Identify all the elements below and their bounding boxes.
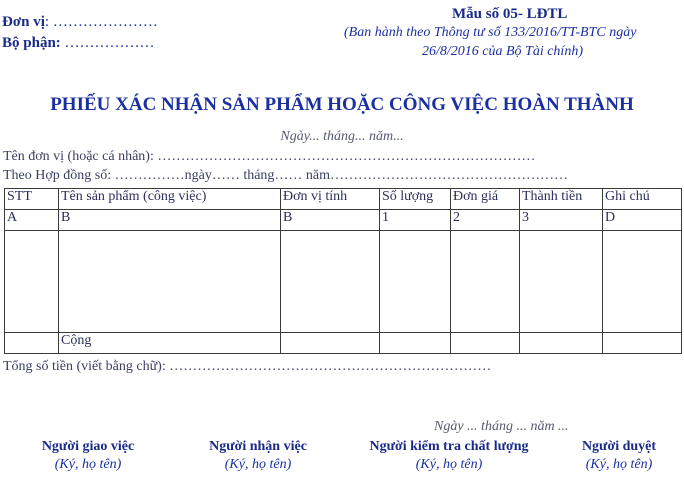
dept-dots: ……………… (60, 35, 155, 51)
contract-line: Theo Hợp đồng số: ……………ngày…… tháng…… năm…………………………………………… (3, 168, 569, 183)
header-cell: Số lượng (380, 189, 451, 210)
total-cell (380, 333, 451, 354)
body-cell (520, 231, 603, 333)
code-cell: 3 (520, 210, 603, 231)
header-cell: Ghi chú (603, 189, 682, 210)
signature-approver (568, 439, 670, 473)
signature-title: Người kiểm tra chất lượng (369, 439, 529, 454)
total-cell (451, 333, 520, 354)
total-cell (603, 333, 682, 354)
header-cell: Đơn vị tính (281, 189, 380, 210)
form-number: Mẫu số 05- LĐTL (452, 6, 568, 22)
signature-title: Người duyệt (581, 439, 657, 454)
code-cell: D (603, 210, 682, 231)
unit-dots: : ………………… (44, 14, 158, 30)
table-total-row (5, 333, 682, 354)
signature-sub: (Ký, họ tên) (585, 457, 653, 472)
total-words-line: Tổng số tiền (viết bằng chữ): …………………………………………………………… (3, 359, 492, 374)
issued-line-2: 26/8/2016 của Bộ Tài chính) (422, 44, 583, 59)
total-label: Cộng (59, 333, 281, 354)
unit-label: Đơn vị (2, 14, 45, 30)
total-cell (520, 333, 603, 354)
code-cell: B (281, 210, 380, 231)
issued-line-1: (Ban hành theo Thông tư số 133/2016/TT-BTC ngày (344, 25, 637, 40)
signature-receiver (192, 439, 324, 473)
body-cell (5, 231, 59, 333)
dept-label: Bộ phận: (2, 35, 61, 51)
code-cell: B (59, 210, 281, 231)
code-cell: 1 (380, 210, 451, 231)
body-cell (603, 231, 682, 333)
total-cell (281, 333, 380, 354)
header-cell: Tên sản phẩm (công việc) (59, 189, 281, 210)
code-cell: A (5, 210, 59, 231)
header-cell: STT (5, 189, 59, 210)
body-cell (281, 231, 380, 333)
signature-title: Người giao việc (41, 439, 135, 454)
total-cell (5, 333, 59, 354)
dept-line (2, 35, 155, 52)
page-title: PHIẾU XÁC NHẬN SẢN PHẨM HOẶC CÔNG VIỆC HOÀN THÀNH (50, 94, 634, 115)
signature-title: Người nhận việc (209, 439, 307, 454)
code-cell: 2 (451, 210, 520, 231)
signature-sub: (Ký, họ tên) (415, 457, 483, 472)
body-cell (59, 231, 281, 333)
signature-sub: (Ký, họ tên) (224, 457, 292, 472)
unit-line (2, 14, 158, 31)
signature-qc (350, 439, 548, 473)
unit-name-line: Tên đơn vị (hoặc cá nhân): ……………………………………………………………………… (3, 149, 536, 164)
product-table (4, 188, 682, 354)
date-line: Ngày... tháng... năm... (280, 129, 404, 144)
table-body-row (5, 231, 682, 333)
body-cell (451, 231, 520, 333)
header-cell: Đơn giá (451, 189, 520, 210)
table-code-row (5, 210, 682, 231)
table-header-row (5, 189, 682, 210)
header-cell: Thành tiền (520, 189, 603, 210)
signature-sub: (Ký, họ tên) (54, 457, 122, 472)
body-cell (380, 231, 451, 333)
signature-assigner (24, 439, 152, 473)
sign-date: Ngày ... tháng ... năm ... (434, 419, 569, 434)
